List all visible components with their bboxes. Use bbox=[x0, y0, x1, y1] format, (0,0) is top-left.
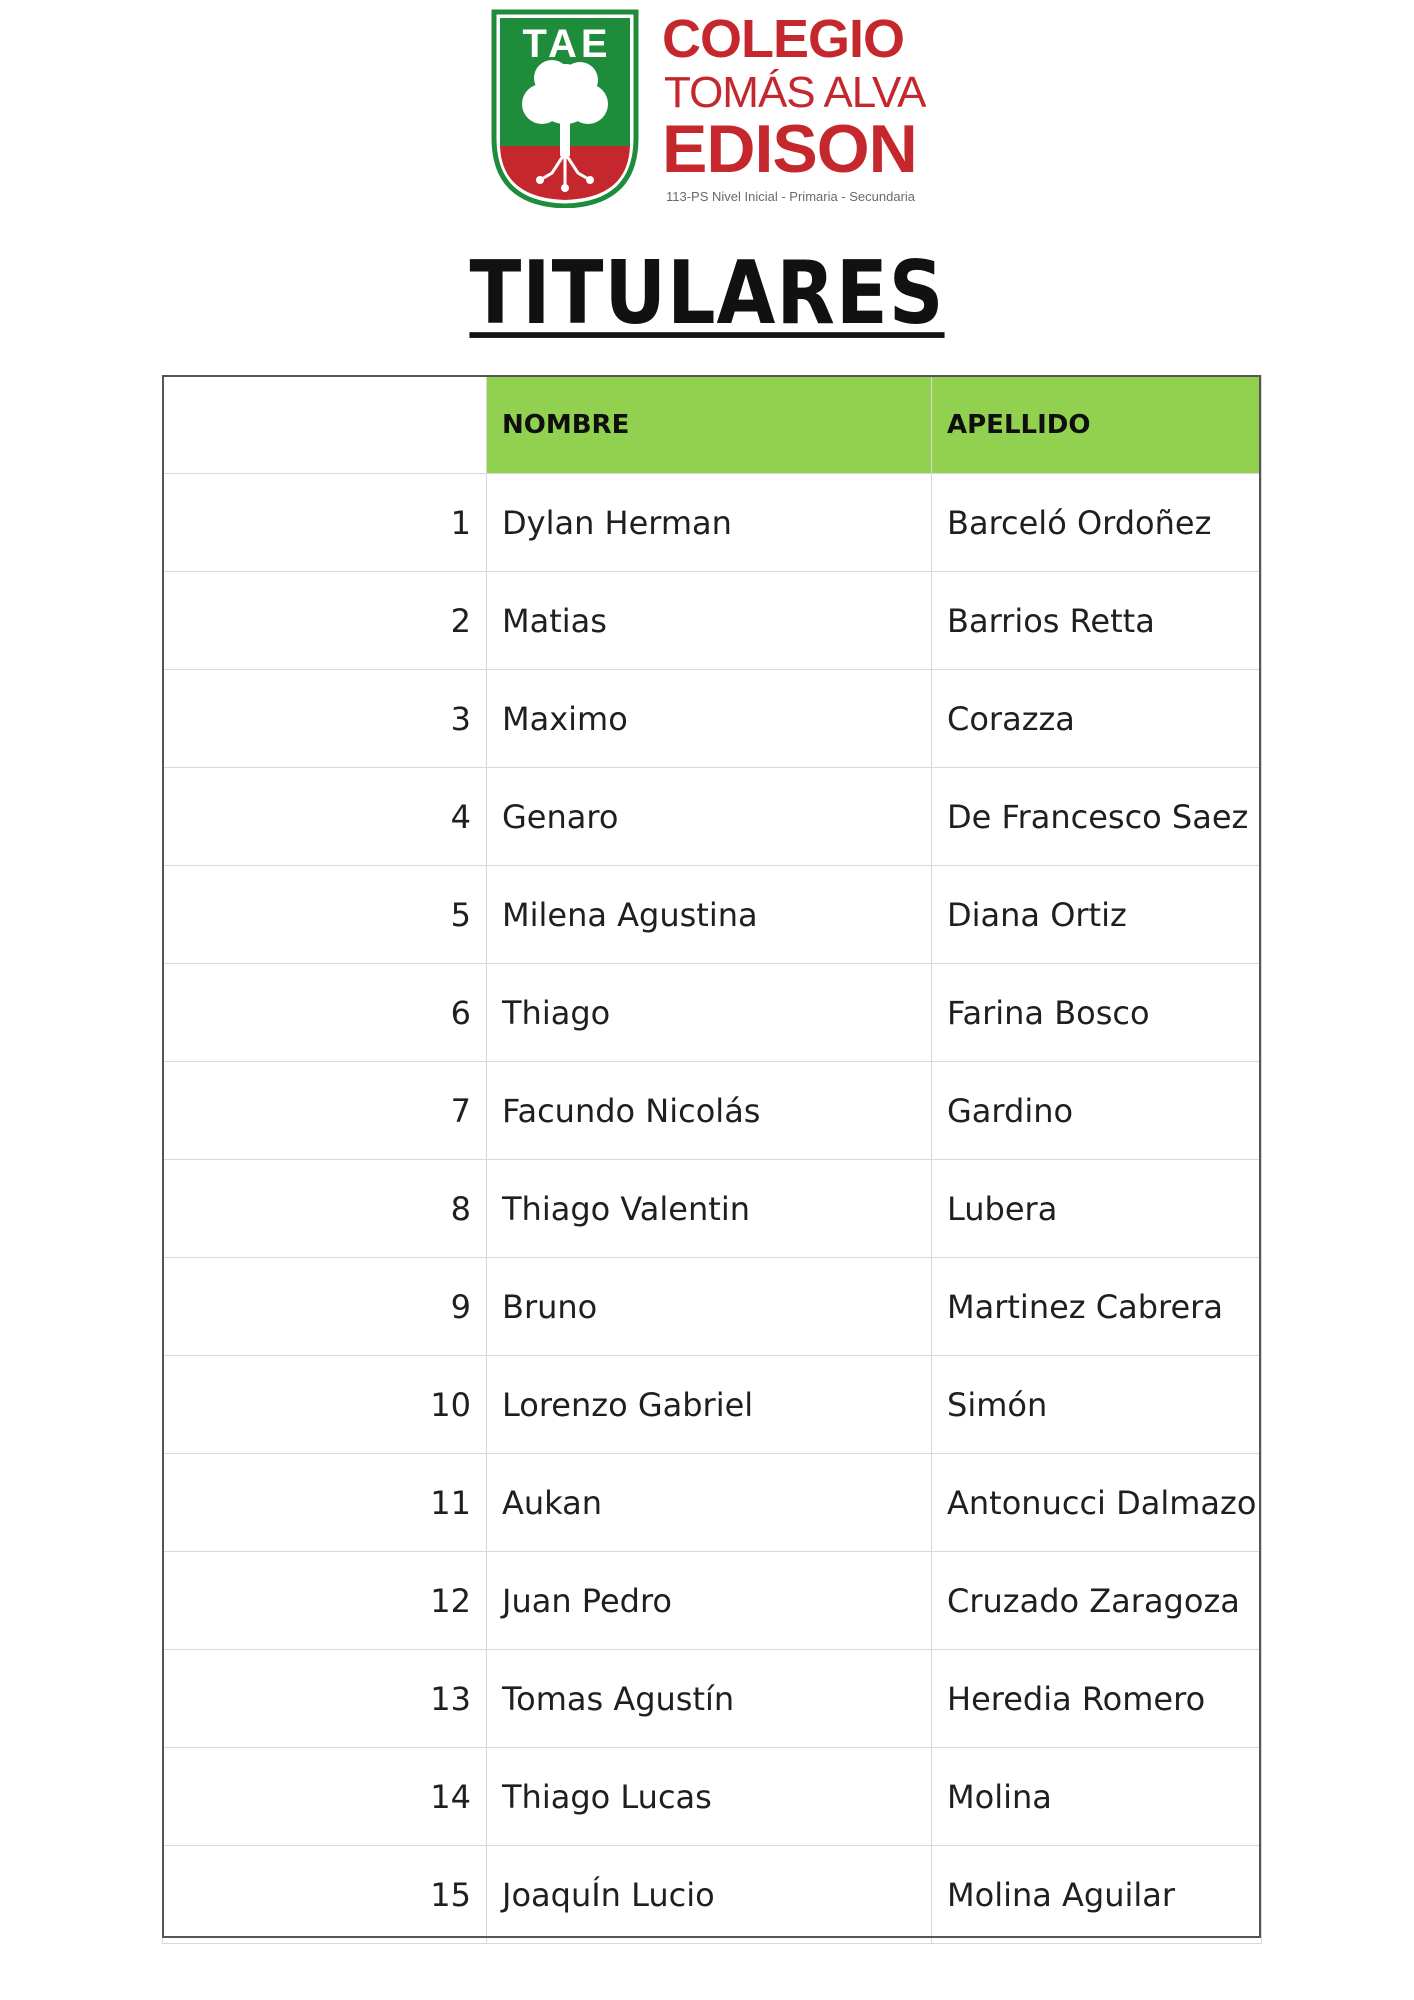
row-nombre: Thiago bbox=[487, 964, 932, 1062]
row-apellido: Lubera bbox=[932, 1160, 1262, 1258]
row-number: 11 bbox=[163, 1454, 487, 1552]
table-row bbox=[163, 1356, 1262, 1454]
row-apellido: Diana Ortiz bbox=[932, 866, 1262, 964]
header-number bbox=[163, 376, 487, 474]
school-name-line1: COLEGIO bbox=[662, 9, 905, 69]
row-nombre: Thiago Lucas bbox=[487, 1748, 932, 1846]
row-nombre: Tomas Agustín bbox=[487, 1650, 932, 1748]
table-row bbox=[163, 572, 1262, 670]
row-number: 7 bbox=[163, 1062, 487, 1160]
row-apellido: Barrios Retta bbox=[932, 572, 1262, 670]
row-apellido: Molina Aguilar bbox=[932, 1846, 1262, 1944]
row-number: 14 bbox=[163, 1748, 487, 1846]
row-number: 4 bbox=[163, 768, 487, 866]
row-apellido: Corazza bbox=[932, 670, 1262, 768]
row-number: 15 bbox=[163, 1846, 487, 1944]
school-name-line3: EDISON bbox=[662, 111, 917, 187]
row-nombre: JoaquÍn Lucio bbox=[487, 1846, 932, 1944]
row-apellido: Cruzado Zaragoza bbox=[932, 1552, 1262, 1650]
row-number: 1 bbox=[163, 474, 487, 572]
table-header-row bbox=[163, 376, 1262, 474]
row-nombre: Genaro bbox=[487, 768, 932, 866]
header-nombre: NOMBRE bbox=[487, 376, 932, 474]
table-row bbox=[163, 1748, 1262, 1846]
row-nombre: Juan Pedro bbox=[487, 1552, 932, 1650]
row-apellido: Antonucci Dalmazo bbox=[932, 1454, 1262, 1552]
table-row bbox=[163, 474, 1262, 572]
row-apellido: Molina bbox=[932, 1748, 1262, 1846]
row-number: 10 bbox=[163, 1356, 487, 1454]
badge-text: TAE bbox=[522, 22, 612, 66]
row-number: 9 bbox=[163, 1258, 487, 1356]
table-row bbox=[163, 1062, 1262, 1160]
row-apellido: Barceló Ordoñez bbox=[932, 474, 1262, 572]
page-title-text: TITULARES bbox=[469, 241, 945, 344]
row-apellido: Farina Bosco bbox=[932, 964, 1262, 1062]
row-nombre: Milena Agustina bbox=[487, 866, 932, 964]
row-number: 5 bbox=[163, 866, 487, 964]
table-row bbox=[163, 768, 1262, 866]
school-levels: 113-PS Nivel Inicial - Primaria - Secundaria bbox=[666, 189, 916, 204]
roster-body bbox=[163, 474, 1262, 1944]
row-number: 8 bbox=[163, 1160, 487, 1258]
row-number: 12 bbox=[163, 1552, 487, 1650]
table-row bbox=[163, 1846, 1262, 1944]
row-nombre: Matias bbox=[487, 572, 932, 670]
row-nombre: Thiago Valentin bbox=[487, 1160, 932, 1258]
row-nombre: Maximo bbox=[487, 670, 932, 768]
row-nombre: Facundo Nicolás bbox=[487, 1062, 932, 1160]
row-nombre: Bruno bbox=[487, 1258, 932, 1356]
row-number: 2 bbox=[163, 572, 487, 670]
row-apellido: De Francesco Saez bbox=[932, 768, 1262, 866]
roster-table bbox=[162, 375, 1262, 1944]
school-name-line2: TOMÁS ALVA bbox=[664, 68, 926, 117]
row-apellido: Martinez Cabrera bbox=[932, 1258, 1262, 1356]
table-row bbox=[163, 1552, 1262, 1650]
table-row bbox=[163, 1454, 1262, 1552]
row-nombre: Lorenzo Gabriel bbox=[487, 1356, 932, 1454]
table-row bbox=[163, 1258, 1262, 1356]
row-apellido: Heredia Romero bbox=[932, 1650, 1262, 1748]
row-number: 13 bbox=[163, 1650, 487, 1748]
row-nombre: Aukan bbox=[487, 1454, 932, 1552]
page-title bbox=[0, 241, 1414, 344]
table-row bbox=[163, 1160, 1262, 1258]
table-row bbox=[163, 866, 1262, 964]
table-row bbox=[163, 964, 1262, 1062]
row-apellido: Simón bbox=[932, 1356, 1262, 1454]
row-number: 3 bbox=[163, 670, 487, 768]
table-row bbox=[163, 1650, 1262, 1748]
row-apellido: Gardino bbox=[932, 1062, 1262, 1160]
row-number: 6 bbox=[163, 964, 487, 1062]
table-row bbox=[163, 670, 1262, 768]
school-logo bbox=[490, 8, 930, 208]
header-apellido: APELLIDO bbox=[932, 376, 1262, 474]
school-name bbox=[662, 8, 930, 208]
row-nombre: Dylan Herman bbox=[487, 474, 932, 572]
